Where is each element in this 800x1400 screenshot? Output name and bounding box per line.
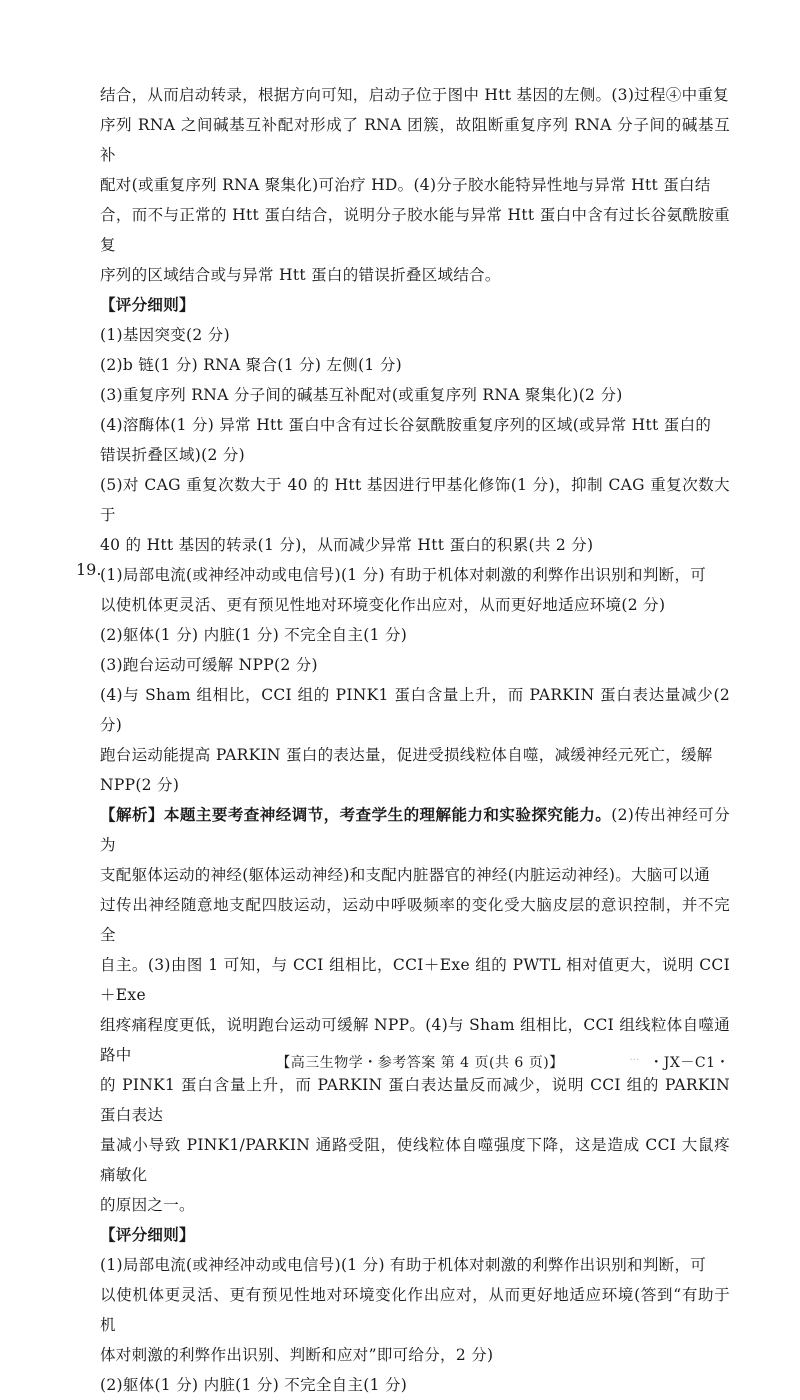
analysis-text: (2)传出神经可分为: [100, 806, 731, 854]
scoring-item: (4)溶酶体(1 分) 异常 Htt 蛋白中含有过长谷氨酰胺重复序列的区域(或异常 Htt 蛋白的: [100, 416, 712, 434]
text-line: 序列 RNA 之间碱基互补配对形成了 RNA 团簇，故阻断重复序列 RNA 分子间的碱基互补: [100, 116, 730, 164]
analysis-line: 支配躯体运动的神经(躯体运动神经)和支配内脏器官的神经(内脏运动神经)。大脑可以通: [100, 866, 710, 884]
scoring-item: 错误折叠区域)(2 分): [100, 446, 246, 464]
analysis-line: 过传出神经随意地支配四肢运动，运动中呼吸频率的变化受大脑皮层的意识控制，并不完全: [100, 896, 730, 944]
footer-code: ・JX－C1・: [649, 1055, 730, 1071]
footer-title: 【高三生物学・参考答案 第 4 页(共 6 页)】: [276, 1055, 564, 1071]
footer-dots: …: [629, 1052, 640, 1063]
scoring-item: (2)躯体(1 分) 内脏(1 分) 不完全自主(1 分): [100, 1376, 408, 1394]
scoring-item: (2)b 链(1 分) RNA 聚合(1 分) 左侧(1 分): [100, 356, 402, 374]
answer-line: NPP(2 分): [100, 776, 180, 794]
scoring-item: (3)重复序列 RNA 分子间的碱基互补配对(或重复序列 RNA 聚集化)(2 分): [100, 386, 623, 404]
analysis-line: 的原因之一。: [100, 1196, 195, 1214]
page-footer: [0, 1052, 800, 1072]
analysis-first-line: [100, 800, 730, 860]
analysis-line: 量减小导致 PINK1/PARKIN 通路受阻，使线粒体自噬强度下降，这是造成 CCI 大鼠疼痛敏化: [100, 1136, 730, 1184]
text-line: 配对(或重复序列 RNA 聚集化)可治疗 HD。(4)分子胶水能特异性地与异常 Htt 蛋白结: [100, 176, 711, 194]
question-number: 19.: [76, 560, 102, 579]
answer-line: (1)局部电流(或神经冲动或电信号)(1 分) 有助于机体对刺激的利弊作出识别和判断，可: [100, 566, 707, 584]
answer-line: 以使机体更灵活、更有预见性地对环境变化作出应对，从而更好地适应环境(2 分): [100, 596, 666, 614]
scoring-item: 以使机体更灵活、更有预见性地对环境变化作出应对，从而更好地适应环境(答到“有助于机: [100, 1286, 730, 1334]
scoring-item: (1)基因突变(2 分): [100, 326, 230, 344]
scoring-item: (5)对 CAG 重复次数大于 40 的 Htt 基因进行甲基化修饰(1 分)，抑制 CAG 重复次数大于: [100, 476, 730, 524]
analysis-line: 自主。(3)由图 1 可知，与 CCI 组相比，CCI＋Exe 组的 PWTL 相对值更大，说明 CCI＋Exe: [100, 956, 730, 1004]
answer-line: (4)与 Sham 组相比，CCI 组的 PINK1 蛋白含量上升，而 PARKIN 蛋白表达量减少(2 分): [100, 686, 730, 734]
analysis-line: 的 PINK1 蛋白含量上升，而 PARKIN 蛋白表达量反而减少，说明 CCI 组的 PARKIN 蛋白表达: [100, 1076, 730, 1124]
answer-line: 跑台运动能提高 PARKIN 蛋白的表达量，促进受损线粒体自噬，减缓神经元死亡，缓解: [100, 746, 713, 764]
scoring-item: 体对刺激的利弊作出识别、判断和应对”即可给分，2 分): [100, 1346, 494, 1364]
scoring-item: 40 的 Htt 基因的转录(1 分)，从而减少异常 Htt 蛋白的积累(共 2 分): [100, 536, 594, 554]
answer-line: (2)躯体(1 分) 内脏(1 分) 不完全自主(1 分): [100, 626, 408, 644]
scoring-item: (1)局部电流(或神经冲动或电信号)(1 分) 有助于机体对刺激的利弊作出识别和判断，可: [100, 1256, 707, 1274]
text-line: 序列的区域结合或与异常 Htt 蛋白的错误折叠区域结合。: [100, 266, 501, 284]
analysis-line: 组疼痛程度更低，说明跑台运动可缓解 NPP。(4)与 Sham 组相比，CCI 组线粒体自噬通路中: [100, 1016, 730, 1064]
scoring-heading-2: 【评分细则】: [100, 1225, 195, 1244]
text-line: 结合，从而启动转录，根据方向可知，启动子位于图中 Htt 基因的左侧。(3)过程④中重复: [100, 86, 729, 104]
analysis-label: 【解析】本题主要考查神经调节，考查学生的理解能力和实验探究能力。: [100, 805, 612, 824]
answer-line: (3)跑台运动可缓解 NPP(2 分): [100, 656, 318, 674]
question-19-first-line: [76, 560, 730, 590]
text-line: 合，而不与正常的 Htt 蛋白结合，说明分子胶水能与异常 Htt 蛋白中含有过长谷氨酰胺重复: [100, 206, 730, 254]
scoring-heading-1: 【评分细则】: [100, 295, 195, 314]
